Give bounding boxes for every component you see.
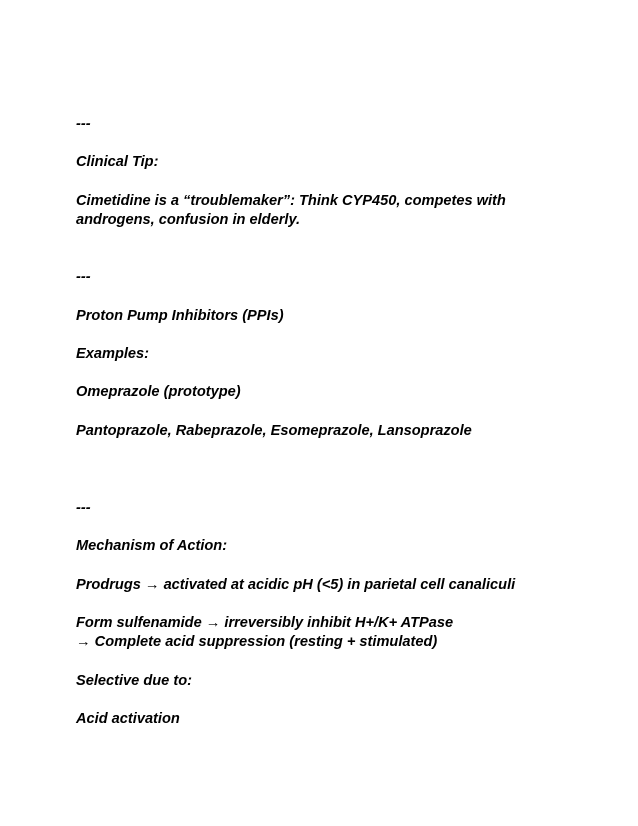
separator-3: ---: [76, 500, 91, 516]
mechanism-prodrugs: Prodrugs → activated at acidic pH (<5) in parietal cell canaliculi: [76, 577, 516, 593]
separator-2: ---: [76, 269, 91, 285]
mechanism-heading: Mechanism of Action:: [76, 538, 228, 554]
example-prototype: Omeprazole (prototype): [76, 384, 241, 400]
example-others: Pantoprazole, Rabeprazole, Esomeprazole, Lansoprazole: [76, 423, 472, 439]
clinical-tip-text-line-1: Cimetidine is a “troublemaker”: Think CYP450, competes with: [76, 193, 506, 209]
selective-heading: Selective due to:: [76, 673, 192, 689]
mechanism-sulfenamide: Form sulfenamide → irreversibly inhibit H+/K+ ATPase: [76, 615, 454, 631]
clinical-tip-text-line-2: androgens, confusion in elderly.: [76, 212, 301, 228]
ppi-heading: Proton Pump Inhibitors (PPIs): [76, 308, 284, 324]
separator-1: ---: [76, 116, 91, 132]
mechanism-suppression: → Complete acid suppression (resting + stimulated): [76, 634, 438, 650]
selective-acid-activation: Acid activation: [76, 711, 180, 727]
examples-heading: Examples:: [76, 346, 150, 362]
clinical-tip-heading: Clinical Tip:: [76, 154, 159, 170]
